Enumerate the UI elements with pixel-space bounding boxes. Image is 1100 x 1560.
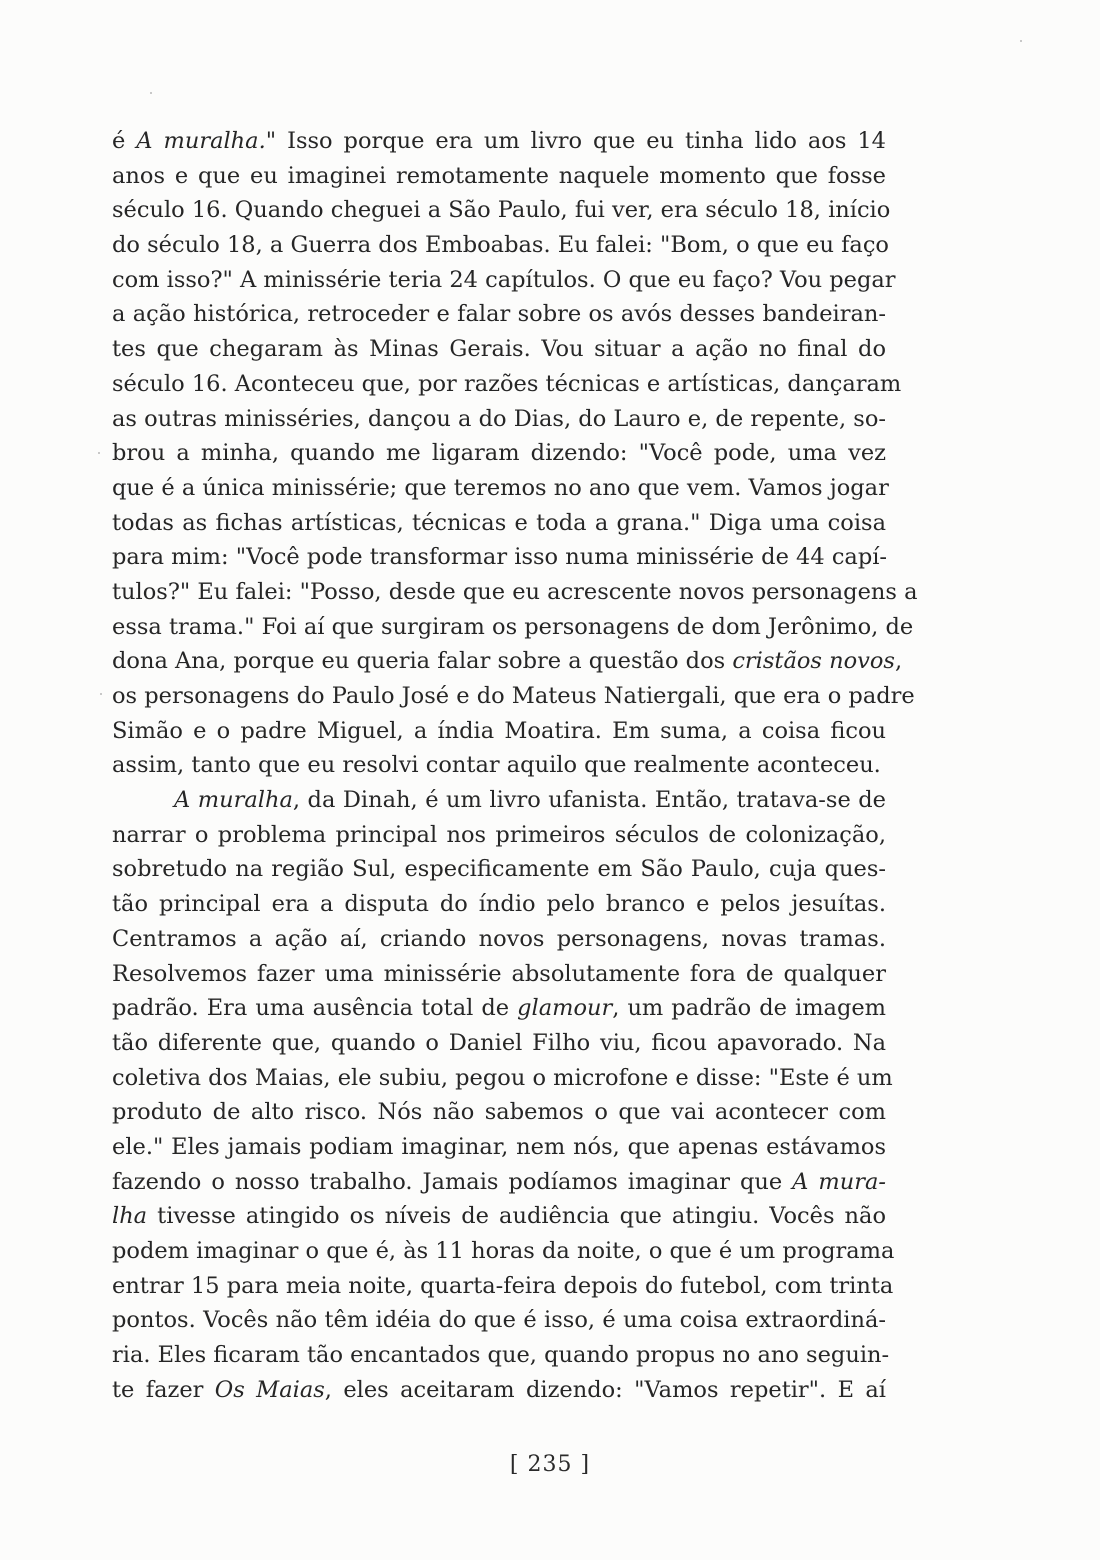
paper-speck (100, 693, 102, 695)
text-run: tão principal era a disputa do índio pelo branco e pelos jesuítas. (112, 891, 886, 918)
italic-title: Os Maias (214, 1376, 325, 1403)
text-run: para mim: "Você pode transformar isso numa minissérie de 44 capí- (112, 544, 888, 571)
italic-title: glamour (517, 995, 613, 1022)
text-run: assim, tanto que eu resolvi contar aquilo que realmente aconteceu. (112, 752, 881, 779)
text-run: anos e que eu imaginei remotamente naquele momento que fosse (112, 162, 886, 189)
italic-title: lha (112, 1203, 148, 1230)
text-line (112, 124, 886, 159)
text-run: narrar o problema principal nos primeiros séculos de colonização, (112, 821, 886, 848)
text-run: pontos. Vocês não têm idéia do que é isso, é uma coisa extraordiná- (112, 1307, 886, 1334)
text-line (112, 610, 914, 645)
text-line (112, 506, 886, 541)
text-line (112, 991, 886, 1026)
text-line (112, 818, 886, 853)
text-run: entrar 15 para meia noite, quarta-feira depois do futebol, com trinta (112, 1272, 894, 1299)
text-run: tulos?" Eu falei: "Posso, desde que eu acrescente novos personagens a (112, 578, 918, 605)
text-run: tes que chegaram às Minas Gerais. Vou situar a ação no final do (112, 336, 886, 363)
text-line (112, 644, 903, 679)
text-line (112, 1165, 886, 1200)
text-line (112, 402, 886, 437)
text-line (112, 1373, 886, 1408)
text-run: tão diferente que, quando o Daniel Filho viu, ficou apavorado. Na (112, 1029, 886, 1056)
text-run: brou a minha, quando me ligaram dizendo: "Você pode, uma vez (112, 440, 886, 467)
text-line (112, 367, 902, 402)
text-line (112, 228, 889, 263)
text-run: ele." Eles jamais podiam imaginar, nem nós, que apenas estávamos (112, 1133, 886, 1160)
text-run: , (894, 648, 903, 675)
text-run: século 16. Aconteceu que, por razões técnicas e artísticas, dançaram (112, 370, 902, 397)
text-line (112, 1338, 890, 1373)
italic-title: A muralha (174, 787, 293, 814)
text-run: Simão e o padre Miguel, a índia Moatira. Em suma, a coisa ficou (112, 717, 886, 744)
text-run: século 16. Quando cheguei a São Paulo, fui ver, era século 18, início (112, 197, 891, 224)
text-run: dona Ana, porque eu queria falar sobre a questão dos (112, 648, 733, 675)
text-run: os personagens do Paulo José e do Mateus Natiergali, que era o padre (112, 683, 915, 709)
text-run: te fazer (112, 1376, 215, 1403)
text-run: essa trama." Foi aí que surgiram os personagens de dom Jerônimo, de (112, 613, 914, 640)
text-line (112, 471, 889, 506)
text-line (112, 714, 886, 749)
text-line (112, 575, 918, 610)
text-run: , um padrão de imagem (612, 995, 886, 1022)
text-line (112, 1130, 886, 1165)
paper-speck (150, 92, 152, 94)
paper-speck (1020, 40, 1022, 42)
text-run: podem imaginar o que é, às 11 horas da noite, o que é um programa (112, 1238, 895, 1264)
text-run: Centramos a ação aí, criando novos personagens, novas tramas. (112, 925, 886, 952)
body-text (112, 124, 918, 1407)
text-line (112, 193, 891, 228)
text-run: a ação histórica, retroceder e falar sobre os avós desses bandeiran- (112, 301, 886, 328)
text-line (112, 540, 886, 575)
text-run: é (112, 128, 137, 154)
text-run: , eles aceitaram dizendo: "Vamos repetir". E aí (324, 1376, 886, 1403)
text-run: do século 18, a Guerra dos Emboabas. Eu falei: "Bom, o que eu faço (112, 232, 889, 259)
text-line (112, 436, 886, 471)
text-line (112, 783, 886, 818)
text-run: que é a única minissérie; que teremos no ano que vem. Vamos jogar (112, 474, 889, 501)
italic-title: A mura- (792, 1168, 886, 1195)
italic-title: A muralha. (136, 128, 266, 154)
text-line (112, 748, 886, 783)
text-line (112, 679, 915, 714)
text-line (112, 297, 886, 332)
text-line (112, 1061, 893, 1096)
text-run: com isso?" A minissérie teria 24 capítulos. O que eu faço? Vou pegar (112, 266, 896, 293)
text-line (112, 1199, 886, 1234)
text-run: padrão. Era uma ausência total de (112, 995, 518, 1022)
text-line (112, 1303, 886, 1338)
paper-speck (98, 452, 100, 454)
text-line (112, 1269, 894, 1304)
italic-title: cristãos novos (732, 648, 895, 675)
text-run: todas as fichas artísticas, técnicas e toda a grana." Diga uma coisa (112, 509, 886, 536)
text-line (112, 957, 886, 992)
text-line (112, 159, 886, 194)
text-line (112, 852, 886, 887)
text-line (112, 1095, 886, 1130)
text-run: tivesse atingido os níveis de audiência que atingiu. Vocês não (147, 1203, 886, 1230)
text-run: sobretudo na região Sul, especificamente em São Paulo, cuja ques- (112, 856, 886, 883)
page-number: [ 235 ] (509, 1452, 591, 1477)
text-run: fazendo o nosso trabalho. Jamais podíamos imaginar que (112, 1168, 793, 1195)
text-run: ria. Eles ficaram tão encantados que, quando propus no ano seguin- (112, 1342, 890, 1369)
text-run: coletiva dos Maias, ele subiu, pegou o microfone e disse: "Este é um (112, 1064, 893, 1091)
text-line (112, 922, 886, 957)
text-line (112, 887, 886, 922)
text-run: , da Dinah, é um livro ufanista. Então, tratava-se de (292, 787, 886, 814)
text-line (112, 263, 896, 298)
text-run: produto de alto risco. Nós não sabemos o que vai acontecer com (112, 1099, 886, 1126)
text-run: Resolvemos fazer uma minissérie absolutamente fora de qualquer (112, 960, 886, 987)
text-line (112, 1234, 895, 1269)
text-line (112, 332, 886, 367)
text-run: as outras minisséries, dançou a do Dias, do Lauro e, de repente, so- (112, 405, 886, 432)
text-line (112, 1026, 886, 1061)
text-run: " Isso porque era um livro que eu tinha lido aos 14 (265, 128, 886, 154)
